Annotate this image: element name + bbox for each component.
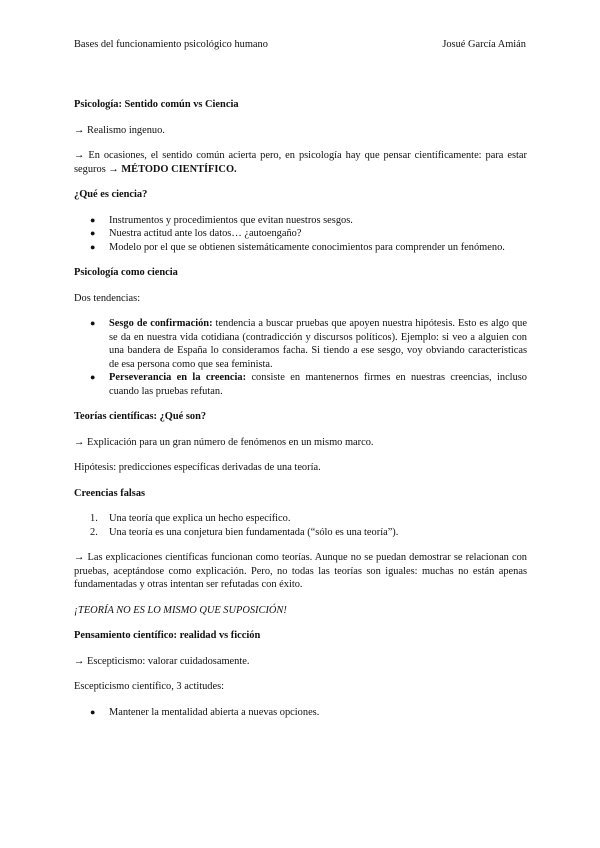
- section-title-teorias: Teorías científicas: ¿Qué son?: [74, 411, 207, 422]
- bullet-list-tendencias: [74, 317, 527, 398]
- metodo-text: → En ocasiones, el sentido común acierta pero, en psicología hay que pensar científicamente: para estar seguros →: [74, 150, 527, 175]
- list-item-text: Instrumentos y procedimientos que evitan nuestros sesgos.: [109, 214, 353, 226]
- section-title-psicologia-ciencia: Psicología como ciencia: [74, 267, 178, 278]
- paragraph-actitudes: Escepticismo científico, 3 actitudes:: [74, 681, 225, 692]
- section-title-pensamiento: Pensamiento científico: realidad vs ficción: [74, 630, 261, 641]
- list-item-text: Una teoría es una conjetura bien fundamentada (“sólo es una teoría”).: [109, 526, 399, 538]
- header-course-title: Bases del funcionamiento psicológico humano: [74, 39, 268, 50]
- term-perseverancia: Perseverancia en la creencia:: [109, 372, 247, 383]
- list-item: [74, 317, 527, 371]
- term-sesgo: Sesgo de confirmación:: [109, 318, 213, 329]
- bullet-icon: ●: [90, 372, 96, 382]
- paragraph-hipotesis: Hipótesis: predicciones específicas derivadas de una teoría.: [74, 462, 321, 473]
- list-item: [74, 512, 527, 526]
- list-item-text: Una teoría que explica un hecho específico.: [109, 513, 291, 524]
- section-title-que-es-ciencia: ¿Qué es ciencia?: [74, 189, 148, 200]
- header-author: Josué García Amián: [442, 39, 526, 50]
- paragraph-explicacion: → Explicación para un gran número de fenómenos en un mismo marco.: [74, 436, 374, 448]
- bullet-list-actitudes: [74, 706, 527, 720]
- paragraph-teoria-suposicion: ¡TEORÍA NO ES LO MISMO QUE SUPOSICIÓN!: [74, 604, 287, 616]
- document-body: [74, 98, 527, 719]
- list-item-text: Nuestra actitud ante los datos… ¿autoengaño?: [109, 228, 302, 239]
- list-item: [74, 214, 527, 228]
- paragraph-dos-tendencias: Dos tendencias:: [74, 292, 141, 304]
- bullet-list-ciencia: [74, 214, 527, 255]
- bullet-icon: ●: [90, 706, 96, 717]
- paragraph-metodo: [74, 149, 527, 176]
- list-item: [74, 371, 527, 398]
- numbered-list-creencias: [74, 512, 527, 539]
- definition-sesgo: tendencia a buscar pruebas que apoyen nuestra hipótesis. Esto es algo que se da en nuestra vida cotidiana (contradicción y discursos políticos). Ejemplo: si veo a alguien con una bandera de España lo consideramos facha. Si tiendo a ese sesgo, voy obviando características de esa persona como que sea feminista.: [109, 318, 527, 370]
- bullet-icon: ●: [90, 318, 96, 328]
- list-item: [74, 227, 527, 241]
- paragraph-explicaciones: → Las explicaciones científicas funcionan como teorías. Aunque no se puedan demostrar se relacionan con pruebas, aceptándose como explicación. Pero, no todas las teorías son iguales: muchas no están apenas fundamentadas y otras intentan ser refutadas con éxito.: [74, 552, 527, 590]
- section-title-sentido-comun: Psicología: Sentido común vs Ciencia: [74, 99, 239, 110]
- paragraph-realismo: → Realismo ingenuo.: [74, 124, 165, 136]
- list-item-text: Mantener la mentalidad abierta a nuevas opciones.: [109, 706, 320, 718]
- bullet-icon: ●: [90, 228, 96, 238]
- list-item: [74, 526, 527, 540]
- list-item-text: Modelo por el que se obtienen sistemáticamente conocimientos para comprender un fenómeno.: [109, 241, 505, 253]
- list-number: 1.: [90, 513, 98, 524]
- list-item: [74, 241, 527, 255]
- bullet-icon: ●: [90, 214, 96, 225]
- section-title-creencias: Creencias falsas: [74, 487, 146, 499]
- paragraph-escepticismo: → Escepticismo: valorar cuidadosamente.: [74, 655, 250, 667]
- page-header: [74, 38, 526, 52]
- list-item: [74, 706, 527, 720]
- metodo-bold: MÉTODO CIENTÍFICO.: [121, 163, 237, 175]
- bullet-icon: ●: [90, 241, 96, 252]
- list-number: 2.: [90, 526, 98, 538]
- definition-perseverancia: consiste en mantenernos firmes en nuestras creencias, incluso cuando las pruebas refutan.: [109, 372, 528, 397]
